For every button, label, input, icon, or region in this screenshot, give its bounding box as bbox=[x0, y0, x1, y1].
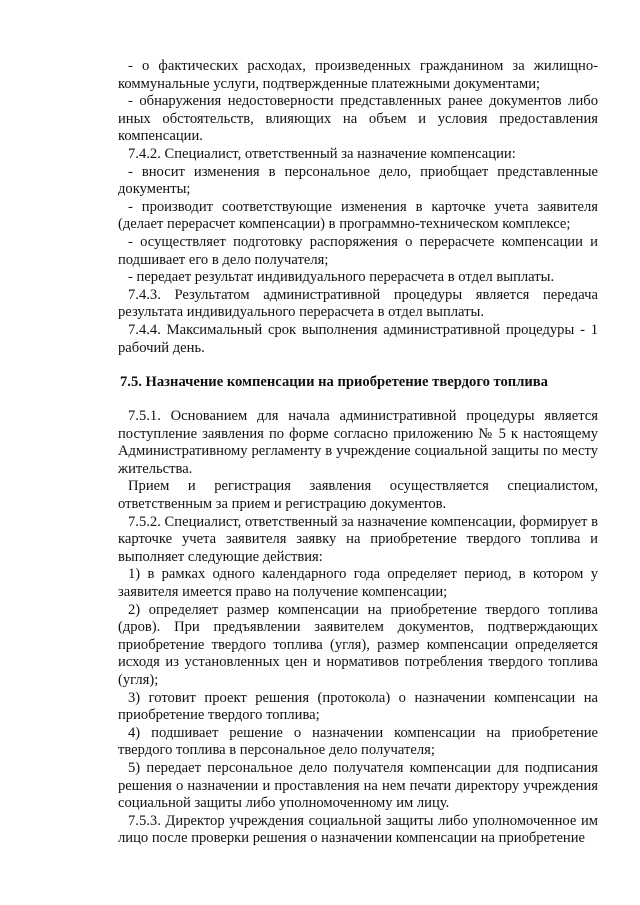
paragraph: Прием и регистрация заявления осуществляется специалистом, ответственным за прием и регистрацию документов. bbox=[118, 478, 598, 513]
paragraph: - вносит изменения в персональное дело, приобщает представленные документы; bbox=[118, 163, 598, 198]
paragraph: 2) определяет размер компенсации на приобретение твердого топлива (дров). При предъявлении заявителем документов, подтверждающих приобретение твердого топлива (угля), размер компенсации определяется исходя из установленных цен и нормативов потребления твердого топлива (угля); bbox=[118, 601, 598, 688]
paragraph: - обнаружения недостоверности представленных ранее документов либо иных обстоятельств, влияющих на объем и условия предоставления компенсации. bbox=[118, 93, 598, 145]
paragraph: 7.5.1. Основанием для начала административной процедуры является поступление заявления по форме согласно приложению № 5 к настоящему Административному регламенту в учреждение социальной защиты по месту жительства. bbox=[118, 408, 598, 477]
paragraph: - о фактических расходах, произведенных гражданином за жилищно-коммунальные услуги, подтвержденные платежными документами; bbox=[118, 58, 598, 92]
paragraph: 7.5.3. Директор учреждения социальной защиты либо уполномоченное им лицо после проверки решения о назначении компенсации на приобретение bbox=[118, 812, 598, 847]
paragraph: 7.4.4. Максимальный срок выполнения административной процедуры - 1 рабочий день. bbox=[118, 321, 598, 356]
paragraph: 7.4.2. Специалист, ответственный за назначение компенсации: bbox=[128, 145, 516, 162]
paragraph: 5) передает персональное дело получателя компенсации для подписания решения о назначении и проставления на нем печати директору учреждения социальной защиты либо уполномоченному им лицу. bbox=[118, 759, 598, 812]
paragraph: 3) готовит проект решения (протокола) о назначении компенсации на приобретение твердого топлива; bbox=[118, 689, 598, 724]
paragraph: - передает результат индивидуального перерасчета в отдел выплаты. bbox=[128, 269, 555, 286]
paragraph: - производит соответствующие изменения в карточке учета заявителя (делает перерасчет компенсации) в программно-техническом комплексе; bbox=[118, 198, 598, 233]
paragraph: 4) подшивает решение о назначении компенсации на приобретение твердого топлива в персональное дело получателя; bbox=[118, 724, 598, 759]
document-body bbox=[118, 58, 598, 848]
paragraph: 7.4.3. Результатом административной процедуры является передача результата индивидуального перерасчета в отдел выплаты. bbox=[118, 286, 598, 321]
paragraph: 1) в рамках одного календарного года определяет период, в котором у заявителя имеется право на получение компенсации; bbox=[118, 566, 598, 601]
paragraph: 7.5.2. Специалист, ответственный за назначение компенсации, формирует в карточке учета заявителя заявку на приобретение твердого топлива и выполняет следующие действия: bbox=[118, 513, 598, 565]
paragraph: - осуществляет подготовку распоряжения о перерасчете компенсации и подшивает его в дело получателя; bbox=[118, 233, 598, 268]
section-heading: 7.5. Назначение компенсации на приобретение твердого топлива bbox=[120, 374, 548, 391]
